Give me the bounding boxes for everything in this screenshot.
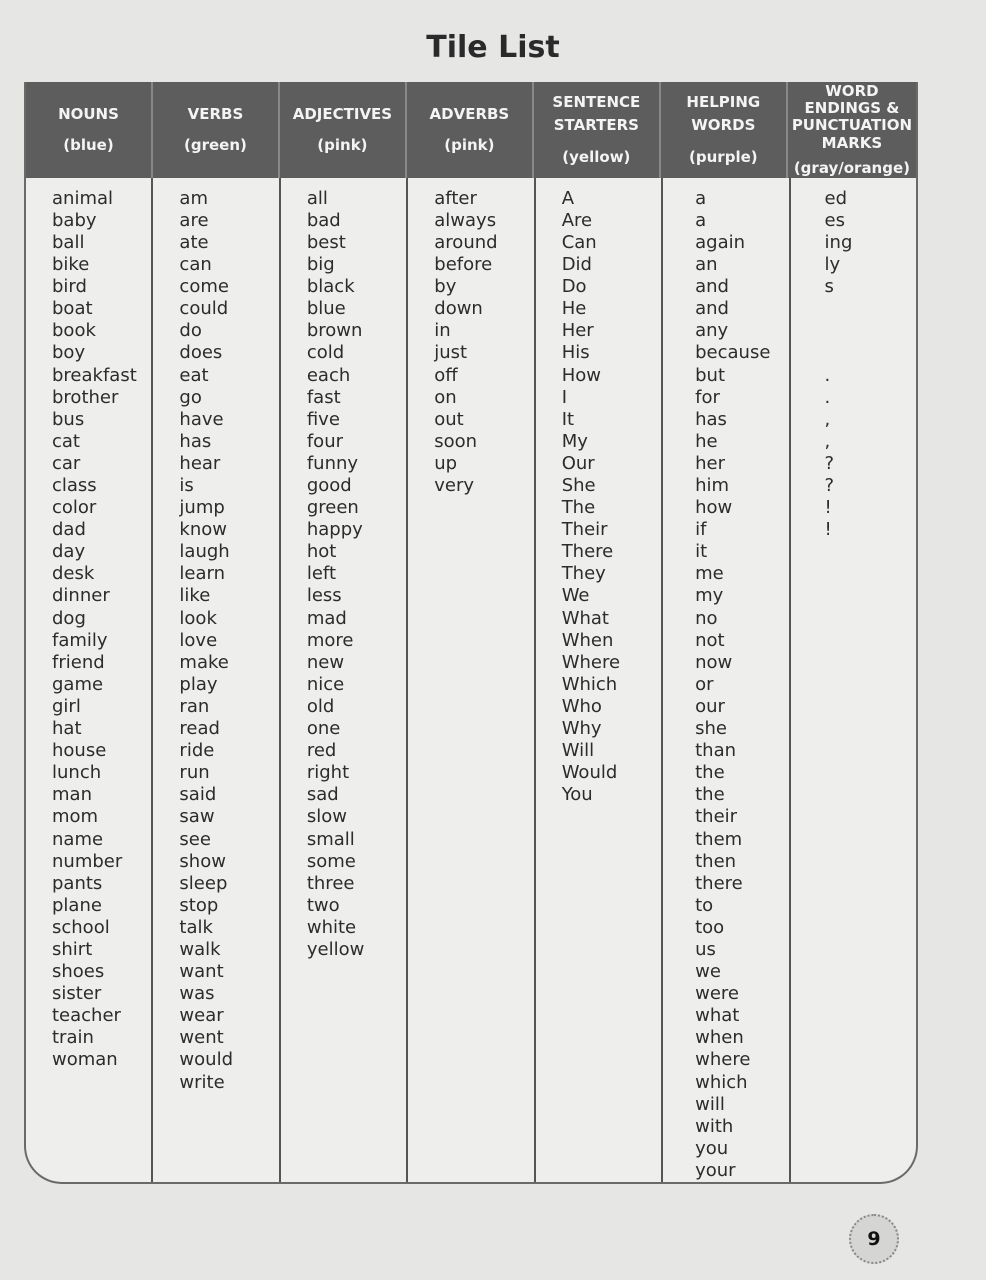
- list-item: [817, 342, 916, 364]
- list-item: shoes: [52, 961, 105, 983]
- list-item: and: [695, 298, 729, 320]
- list-item: pants: [52, 872, 103, 894]
- list-item: could: [179, 298, 229, 320]
- list-item: breakfast: [52, 364, 137, 386]
- list-item: any: [695, 320, 729, 342]
- header-color: (blue): [63, 135, 114, 154]
- list-item: an: [695, 254, 718, 276]
- list-item: teacher: [52, 1005, 121, 1027]
- list-item: four: [306, 430, 344, 452]
- list-item: Our: [561, 452, 595, 474]
- list-item: new: [306, 651, 345, 673]
- list-item: It: [561, 408, 575, 430]
- list-item: there: [695, 872, 743, 894]
- list-item: but: [695, 364, 726, 386]
- list-item: Are: [561, 209, 593, 231]
- list-item: some: [306, 850, 356, 872]
- list-item: is: [179, 475, 194, 496]
- list-item: if: [695, 519, 707, 541]
- list-item: go: [179, 386, 202, 408]
- list-item: it: [695, 541, 708, 563]
- header-color: (purple): [689, 147, 758, 166]
- page-number-badge: 9: [849, 1214, 899, 1264]
- list-item: animal: [52, 187, 114, 209]
- list-item: good: [306, 475, 352, 496]
- list-item: make: [179, 651, 229, 673]
- list-item: bird: [52, 276, 87, 298]
- list-item: saw: [179, 806, 215, 828]
- list-item: know: [179, 519, 227, 541]
- list-item: out: [434, 408, 464, 430]
- list-item: has: [695, 408, 727, 430]
- list-item: bike: [52, 254, 90, 276]
- list-item: number: [52, 850, 123, 872]
- list-item: laugh: [179, 541, 230, 563]
- list-item: car: [52, 452, 81, 474]
- list-item: ate: [179, 231, 209, 253]
- list-item: and: [695, 276, 729, 298]
- list-item: funny: [306, 452, 359, 474]
- list-item: have: [179, 408, 224, 430]
- list-item: can: [179, 254, 212, 276]
- list-item: with: [695, 1115, 734, 1137]
- list-item: [817, 298, 916, 320]
- list-item: he: [695, 430, 718, 452]
- list-item: girl: [52, 695, 81, 717]
- header-label: WORD ENDINGS & PUNCTUATION MARKS: [791, 81, 913, 152]
- list-item: hat: [52, 718, 82, 740]
- table-body: [26, 178, 916, 1182]
- list-item: want: [179, 961, 224, 983]
- list-item: hear: [179, 452, 221, 474]
- list-item: write: [179, 1071, 225, 1093]
- list-item: name: [52, 828, 104, 850]
- list-item: right: [306, 762, 350, 784]
- list-item: man: [52, 784, 92, 806]
- list-item: .: [824, 364, 831, 386]
- list-item: my: [695, 585, 724, 607]
- adjectives-column: [281, 178, 408, 1182]
- list-item: boat: [52, 298, 93, 320]
- list-item: me: [695, 563, 724, 585]
- list-item: by: [434, 276, 457, 298]
- list-item: we: [695, 961, 721, 983]
- list-item: to: [695, 894, 714, 916]
- list-item: now: [695, 651, 733, 673]
- header-color: (pink): [444, 135, 495, 154]
- list-item: her: [695, 452, 725, 474]
- list-item: like: [179, 585, 211, 607]
- list-item: does: [179, 342, 223, 364]
- list-item: dinner: [52, 585, 110, 607]
- list-item: ing: [824, 231, 853, 253]
- list-item: best: [306, 231, 346, 253]
- list-item: ,: [824, 408, 831, 430]
- header-adverbs: [407, 82, 534, 178]
- header-color: (gray/orange): [793, 158, 911, 177]
- list-item: ?: [824, 452, 835, 474]
- list-item: When: [561, 629, 614, 651]
- list-item: My: [561, 430, 588, 452]
- list-item: for: [695, 386, 720, 408]
- header-color: (yellow): [562, 147, 631, 166]
- list-item: three: [306, 872, 355, 894]
- list-item: small: [306, 828, 355, 850]
- header-color: (pink): [317, 135, 368, 154]
- list-item: !: [824, 519, 832, 541]
- list-item: ran: [179, 695, 210, 717]
- list-item: plane: [52, 894, 102, 916]
- list-item: each: [306, 364, 351, 386]
- list-item: Will: [561, 740, 595, 762]
- header-nouns: [26, 82, 153, 178]
- list-item: dog: [52, 607, 86, 629]
- list-item: your: [695, 1159, 736, 1181]
- list-item: They: [561, 563, 606, 585]
- list-item: Why: [561, 718, 602, 740]
- list-item: family: [52, 629, 108, 651]
- list-item: Which: [561, 673, 618, 695]
- list-item: learn: [179, 563, 226, 585]
- header-word-endings: [788, 82, 916, 178]
- list-item: brother: [52, 386, 119, 408]
- list-item: run: [179, 762, 210, 784]
- table-header-row: [26, 82, 916, 178]
- list-item: soon: [434, 430, 478, 452]
- list-item: train: [52, 1027, 94, 1049]
- list-item: show: [179, 850, 226, 872]
- tile-list-table: [24, 82, 918, 1184]
- list-item: after: [434, 187, 477, 209]
- list-item: color: [52, 497, 97, 519]
- list-item: off: [434, 364, 458, 386]
- list-item: He: [561, 298, 587, 320]
- list-item: dad: [52, 519, 86, 541]
- list-item: game: [52, 673, 104, 695]
- list-item: mad: [306, 607, 347, 629]
- list-item: !: [824, 497, 832, 519]
- list-item: Who: [561, 695, 602, 717]
- list-item: read: [179, 718, 220, 740]
- list-item: wear: [179, 1005, 224, 1027]
- list-item: sister: [52, 983, 102, 1005]
- list-item: shirt: [52, 938, 93, 960]
- list-item: The: [561, 497, 596, 519]
- list-item: red: [306, 740, 337, 762]
- list-item: are: [179, 209, 209, 231]
- page-title: Tile List: [426, 30, 560, 65]
- list-item: up: [434, 452, 458, 474]
- list-item: do: [179, 320, 202, 342]
- list-item: fast: [306, 386, 341, 408]
- list-item: How: [561, 364, 601, 386]
- list-item: left: [306, 563, 336, 585]
- list-item: two: [306, 894, 340, 916]
- list-item: friend: [52, 651, 105, 673]
- list-item: big: [306, 254, 335, 276]
- list-item: which: [695, 1071, 748, 1093]
- list-item: look: [179, 607, 217, 629]
- list-item: slow: [306, 806, 347, 828]
- list-item: s: [824, 276, 834, 298]
- sentence-starters-column: [536, 178, 663, 1182]
- list-item: see: [179, 828, 211, 850]
- header-helping-words: [661, 82, 788, 178]
- list-item: eat: [179, 364, 209, 386]
- list-item: ?: [824, 475, 835, 496]
- list-item: class: [52, 475, 97, 496]
- list-item: Do: [561, 276, 587, 298]
- list-item: old: [306, 695, 335, 717]
- list-item: Would: [561, 762, 618, 784]
- list-item: A: [561, 187, 575, 209]
- header-label: ADVERBS: [429, 104, 510, 123]
- nouns-column: [26, 178, 153, 1182]
- header-verbs: [153, 82, 280, 178]
- list-item: happy: [306, 519, 363, 541]
- list-item: a: [695, 209, 707, 231]
- list-item: I: [561, 386, 567, 408]
- list-item: walk: [179, 938, 221, 960]
- list-item: in: [434, 320, 451, 342]
- list-item: or: [695, 673, 714, 695]
- list-item: Their: [561, 519, 608, 541]
- header-label: NOUNS: [58, 104, 119, 123]
- list-item: than: [695, 740, 737, 762]
- list-item: school: [52, 916, 110, 938]
- list-item: ride: [179, 740, 215, 762]
- list-item: more: [306, 629, 354, 651]
- list-item: cat: [52, 430, 80, 452]
- list-item: book: [52, 320, 96, 342]
- list-item: their: [695, 806, 738, 828]
- list-item: a: [695, 187, 707, 209]
- list-item: white: [306, 916, 357, 938]
- header-label: HELPING WORDS: [686, 93, 761, 135]
- list-item: hot: [306, 541, 337, 563]
- list-item: just: [434, 342, 468, 364]
- list-item: what: [695, 1005, 740, 1027]
- list-item: Can: [561, 231, 597, 253]
- header-label: ADJECTIVES: [292, 104, 393, 123]
- list-item: jump: [179, 497, 225, 519]
- list-item: where: [695, 1049, 751, 1071]
- header-color: (green): [184, 135, 247, 154]
- list-item: Her: [561, 320, 594, 342]
- adverbs-column: [408, 178, 535, 1182]
- list-item: because: [695, 342, 771, 364]
- verbs-column: [153, 178, 280, 1182]
- list-item: nice: [306, 673, 345, 695]
- list-item: she: [695, 718, 727, 740]
- list-item: Where: [561, 651, 621, 673]
- header-adjectives: [280, 82, 407, 178]
- list-item: no: [695, 607, 718, 629]
- list-item: There: [561, 541, 614, 563]
- list-item: cold: [306, 342, 345, 364]
- list-item: then: [695, 850, 737, 872]
- list-item: sad: [306, 784, 339, 806]
- list-item: am: [179, 187, 208, 209]
- list-item: ball: [52, 231, 85, 253]
- list-item: was: [179, 983, 215, 1005]
- list-item: [817, 320, 916, 342]
- list-item: five: [306, 408, 340, 430]
- list-item: desk: [52, 563, 95, 585]
- list-item: went: [179, 1027, 224, 1049]
- list-item: yellow: [306, 938, 365, 960]
- list-item: would: [179, 1049, 233, 1071]
- word-endings-column: [791, 178, 916, 1182]
- list-item: day: [52, 541, 86, 563]
- list-item: boy: [52, 342, 86, 364]
- list-item: sleep: [179, 872, 228, 894]
- header-label: SENTENCE STARTERS: [552, 93, 641, 135]
- list-item: Did: [561, 254, 592, 276]
- list-item: when: [695, 1027, 744, 1049]
- list-item: very: [434, 475, 475, 496]
- helping-words-column: [663, 178, 790, 1182]
- list-item: before: [434, 254, 493, 276]
- list-item: .: [824, 386, 831, 408]
- list-item: talk: [179, 916, 213, 938]
- list-item: What: [561, 607, 609, 629]
- list-item: blue: [306, 298, 346, 320]
- list-item: them: [695, 828, 743, 850]
- list-item: baby: [52, 209, 97, 231]
- list-item: house: [52, 740, 107, 762]
- list-item: play: [179, 673, 218, 695]
- list-item: will: [695, 1093, 725, 1115]
- list-item: brown: [306, 320, 363, 342]
- header-label: VERBS: [187, 104, 244, 123]
- list-item: stop: [179, 894, 219, 916]
- list-item: on: [434, 386, 457, 408]
- list-item: ed: [824, 187, 848, 209]
- list-item: too: [695, 916, 725, 938]
- list-item: We: [561, 585, 590, 607]
- list-item: were: [695, 983, 739, 1005]
- list-item: you: [695, 1137, 729, 1159]
- list-item: mom: [52, 806, 99, 828]
- list-item: bus: [52, 408, 85, 430]
- list-item: ,: [824, 430, 831, 452]
- list-item: She: [561, 475, 596, 496]
- list-item: ly: [824, 254, 841, 276]
- list-item: us: [695, 938, 716, 960]
- list-item: come: [179, 276, 229, 298]
- list-item: es: [824, 209, 845, 231]
- list-item: said: [179, 784, 217, 806]
- header-sentence-starters: [534, 82, 661, 178]
- list-item: one: [306, 718, 341, 740]
- list-item: bad: [306, 209, 341, 231]
- list-item: him: [695, 475, 730, 496]
- list-item: green: [306, 497, 359, 519]
- list-item: the: [695, 784, 725, 806]
- list-item: lunch: [52, 762, 102, 784]
- list-item: around: [434, 231, 498, 253]
- list-item: less: [306, 585, 342, 607]
- list-item: the: [695, 762, 725, 784]
- list-item: not: [695, 629, 725, 651]
- list-item: has: [179, 430, 212, 452]
- list-item: again: [695, 231, 746, 253]
- list-item: always: [434, 209, 497, 231]
- list-item: how: [695, 497, 733, 519]
- list-item: woman: [52, 1049, 118, 1071]
- list-item: You: [561, 784, 593, 806]
- list-item: down: [434, 298, 483, 320]
- list-item: black: [306, 276, 355, 298]
- list-item: love: [179, 629, 218, 651]
- list-item: our: [695, 695, 725, 717]
- list-item: His: [561, 342, 590, 364]
- list-item: all: [306, 187, 328, 209]
